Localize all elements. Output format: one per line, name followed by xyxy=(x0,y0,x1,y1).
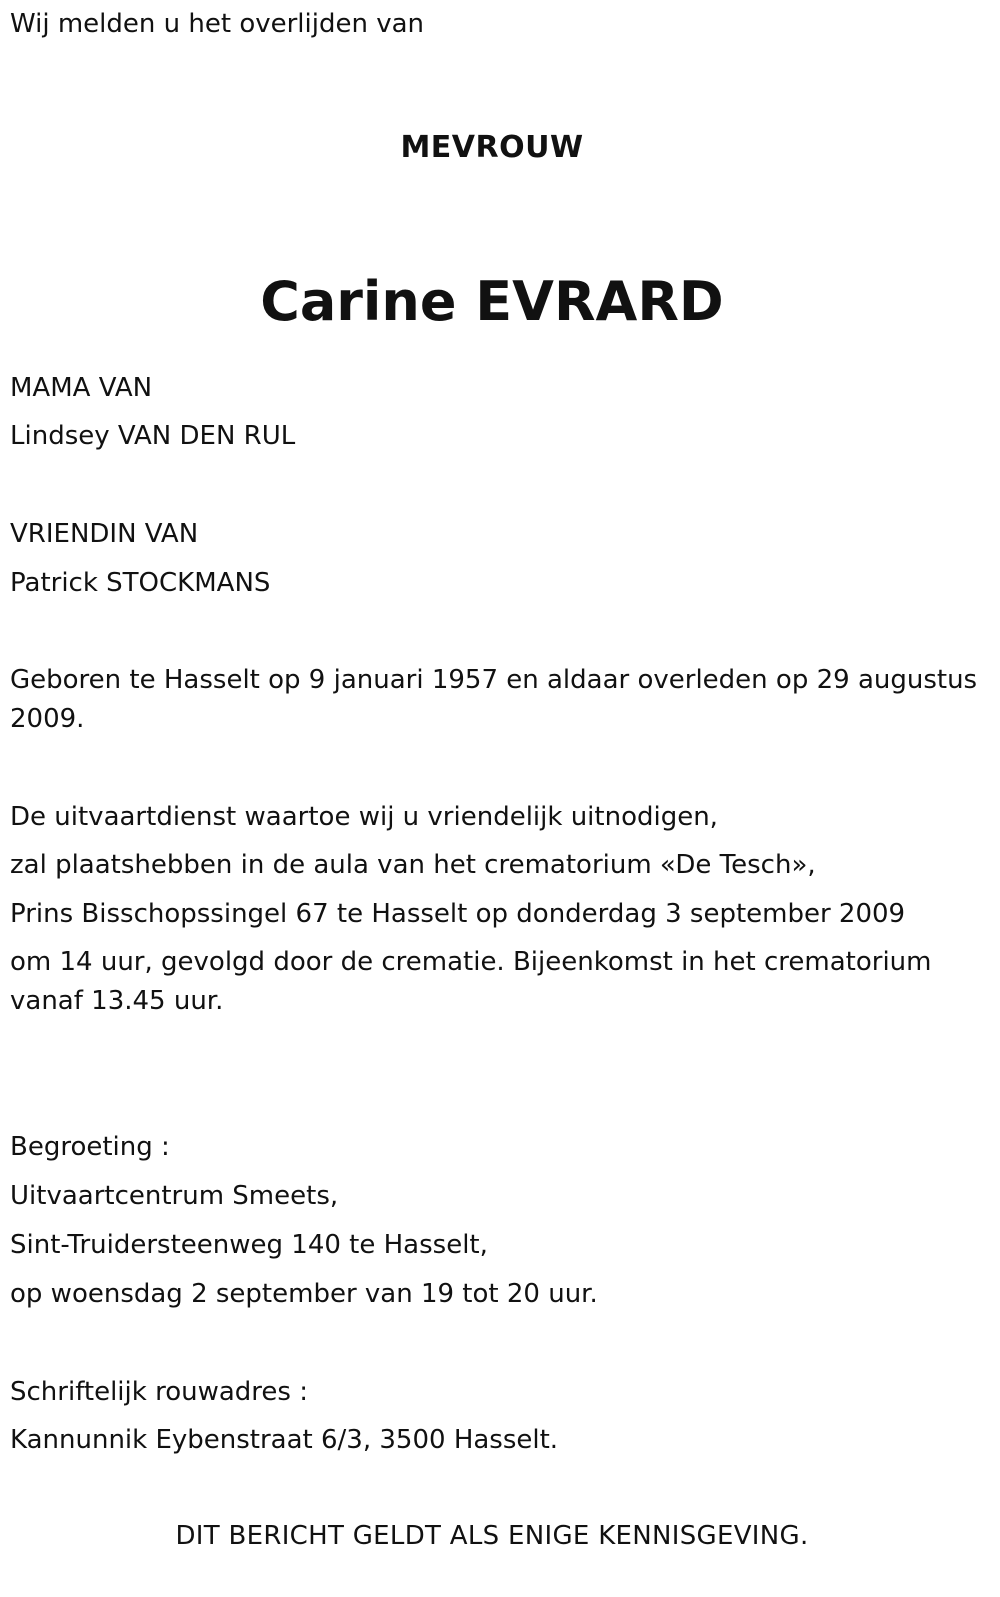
service-line-2: zal plaatshebben in de aula van het crematorium «De Tesch», xyxy=(10,850,816,880)
address-line-1: Schriftelijk rouwadres : xyxy=(10,1377,308,1407)
deceased-name: Carine EVRARD xyxy=(260,270,724,333)
relation-role-2: VRIENDIN VAN xyxy=(10,519,199,549)
birth-death-line-2: 2009. xyxy=(10,704,85,734)
title-text: MEVROUW xyxy=(400,130,584,165)
relation-person-2: Patrick STOCKMANS xyxy=(10,568,271,598)
service-line-4: om 14 uur, gevolgd door de crematie. Bijeenkomst in het crematorium xyxy=(10,947,932,977)
footer-notice: DIT BERICHT GELDT ALS ENIGE KENNISGEVING. xyxy=(175,1521,809,1551)
service-line-3: Prins Bisschopssingel 67 te Hasselt op donderdag 3 september 2009 xyxy=(10,899,906,929)
intro-text: Wij melden u het overlijden van xyxy=(10,9,425,39)
service-line-1: De uitvaartdienst waartoe wij u vriendelijk uitnodigen, xyxy=(10,802,718,832)
address-line-2: Kannunnik Eybenstraat 6/3, 3500 Hasselt. xyxy=(10,1425,559,1455)
relation-person-1: Lindsey VAN DEN RUL xyxy=(10,421,296,451)
greeting-line-4: op woensdag 2 september van 19 tot 20 uur. xyxy=(10,1279,598,1309)
greeting-line-2: Uitvaartcentrum Smeets, xyxy=(10,1181,339,1211)
greeting-line-1: Begroeting : xyxy=(10,1132,170,1162)
greeting-line-3: Sint-Truidersteenweg 140 te Hasselt, xyxy=(10,1230,488,1260)
service-line-5: vanaf 13.45 uur. xyxy=(10,986,224,1016)
birth-death-line-1: Geboren te Hasselt op 9 januari 1957 en aldaar overleden op 29 augustus xyxy=(10,665,978,695)
relation-role-1: MAMA VAN xyxy=(10,373,153,403)
